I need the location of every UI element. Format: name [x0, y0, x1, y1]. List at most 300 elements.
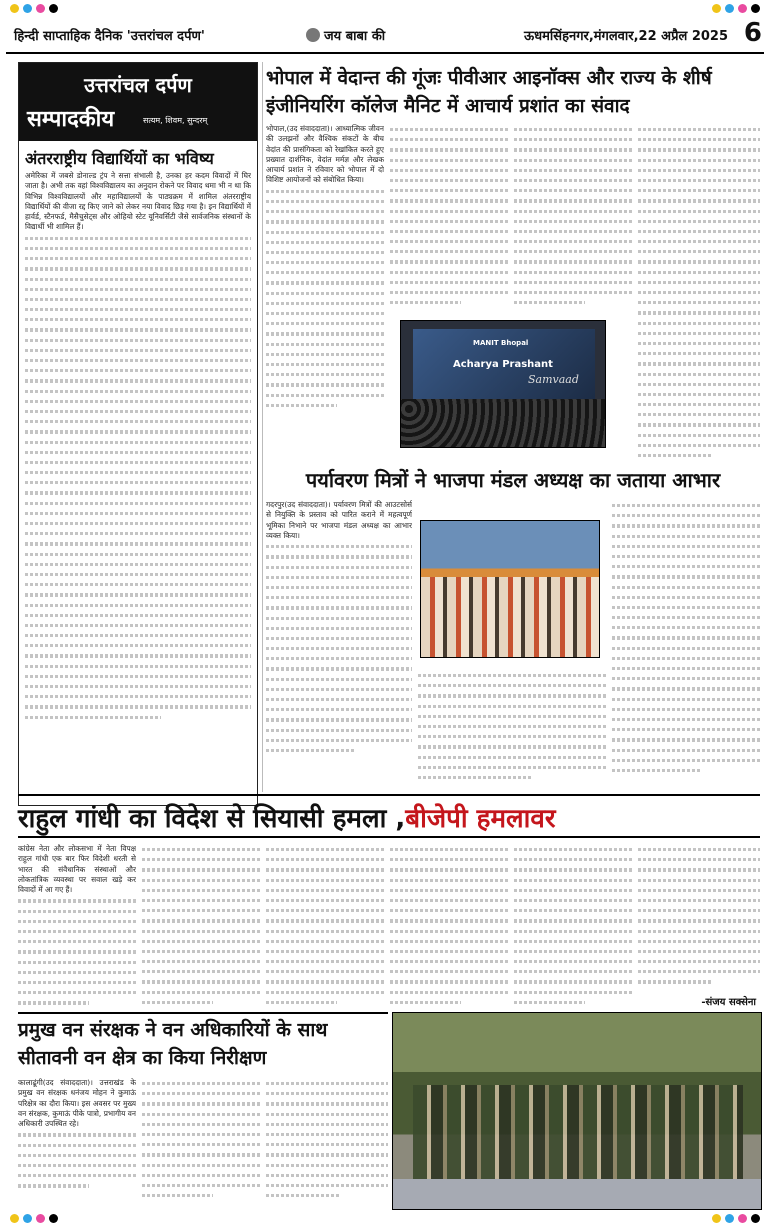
text-line: [612, 632, 760, 642]
text-line: [266, 562, 412, 572]
forest-col-3: [266, 1078, 388, 1208]
rahul-col-5: [514, 844, 632, 1008]
text-line: [638, 369, 760, 379]
text-line: [612, 602, 760, 612]
text-line: [638, 389, 760, 399]
text-line: [266, 875, 384, 885]
text-line: [612, 653, 760, 663]
story-vedanta-headline: भोपाल में वेदान्त की गूंजः पीवीआर आइनॉक्स और राज्य के शीर्ष इंजीनियरिंग कॉलेज मैनिट में आचार्य प्रशांत का संवाद: [266, 67, 712, 117]
dot-blue: [725, 4, 734, 13]
text-line: [638, 165, 760, 175]
text-line: [266, 257, 384, 267]
text-line: [142, 1170, 260, 1180]
banner-tag: सत्यम, शिवम, सुन्दरम्: [143, 116, 208, 125]
text-line: [18, 967, 136, 977]
text-line: [390, 895, 508, 905]
rahul-lead: कांग्रेस नेता और लोकसभा में नेता विपक्ष राहुल गांधी एक बार फिर विदेशी धरती से भारत की संवैधानिक संस्थाओं और लोकतांत्रिक व्यवस्था पर सवाल खड़े कर विवादों में आ गए हैं।: [18, 844, 136, 895]
rahul-col-3: [266, 844, 384, 1008]
text-line: [390, 206, 508, 216]
text-line: [142, 1139, 260, 1149]
text-line: [266, 186, 384, 196]
text-line: [638, 155, 760, 165]
vedanta-text: [514, 124, 632, 307]
text-line: [514, 287, 632, 297]
text-line: [266, 1170, 388, 1180]
text-line: [390, 885, 508, 895]
text-line: [638, 844, 760, 854]
rahul-headline-red: बीजेपी हमलावर: [405, 804, 556, 834]
text-line: [18, 1170, 136, 1180]
dot-yellow: [10, 4, 19, 13]
text-line: [142, 915, 260, 925]
text-line: [514, 966, 632, 976]
text-line: [25, 671, 251, 681]
forest-text: [266, 1078, 388, 1200]
text-line: [514, 124, 632, 134]
text-line: [390, 844, 508, 854]
screen-caption-1: MANIT Bhopal: [473, 339, 529, 347]
rahul-byline: -संजय सक्सेना: [701, 997, 756, 1008]
text-line: [266, 288, 384, 298]
bjp-text: [612, 500, 760, 775]
text-line: [266, 379, 384, 389]
text-line: [418, 670, 608, 680]
text-line: [514, 165, 632, 175]
text-line: [638, 854, 760, 864]
audience: [401, 399, 605, 447]
text-line: [638, 905, 760, 915]
text-line: [25, 477, 251, 487]
text-line: [390, 155, 508, 165]
text-line: [25, 263, 251, 273]
text-line: [266, 349, 384, 359]
text-line: [514, 976, 632, 986]
text-line: [612, 541, 760, 551]
text-line: [638, 236, 760, 246]
text-line: [266, 613, 412, 623]
text-line: [18, 926, 136, 936]
text-line: [25, 274, 251, 284]
text-line: [638, 246, 760, 256]
text-line: [638, 226, 760, 236]
text-line: [638, 267, 760, 277]
page-number: 6: [743, 18, 762, 48]
text-line: [142, 976, 260, 986]
deity-icon: [306, 28, 320, 42]
text-line: [18, 997, 89, 1007]
text-line: [25, 579, 251, 589]
text-line: [18, 1160, 136, 1170]
text-line: [266, 369, 384, 379]
text-line: [638, 348, 760, 358]
editorial-box: [18, 62, 258, 806]
text-line: [266, 400, 337, 410]
dot-blue: [725, 1214, 734, 1223]
text-line: [390, 134, 508, 144]
forest-lead: कालाढूंगी(उद संवाददाता)। उत्तराखंड के प्रमुख वन संरक्षक धनंजय मोहन ने कुमाऊं परिक्षेत्र का दौरा किया। इस अवसर पर मुख्य वन संरक्षक, कुमाऊं पीके पात्रो, प्रभागीय वन अधिकारी उपस्थित रहे।: [18, 1078, 136, 1129]
text-line: [266, 905, 384, 915]
vedanta-photo: [400, 320, 606, 448]
text-line: [266, 277, 384, 287]
text-line: [612, 745, 760, 755]
rahul-text: [390, 844, 508, 1007]
text-line: [418, 701, 608, 711]
text-line: [25, 498, 251, 508]
text-line: [25, 549, 251, 559]
text-line: [390, 185, 508, 195]
text-line: [25, 691, 251, 701]
text-line: [266, 551, 412, 561]
text-line: [266, 582, 412, 592]
text-line: [612, 561, 760, 571]
text-line: [390, 946, 508, 956]
text-line: [612, 643, 760, 653]
text-line: [514, 926, 632, 936]
text-line: [266, 735, 412, 745]
text-line: [390, 195, 508, 205]
text-line: [514, 844, 632, 854]
screen-caption-3: Samvaad: [528, 373, 579, 386]
text-line: [25, 640, 251, 650]
dot-yellow: [10, 1214, 19, 1223]
story-bjp-headline: पर्यावरण मित्रों ने भाजपा मंडल अध्यक्ष का जताया आभार: [305, 468, 721, 492]
text-line: [514, 905, 632, 915]
editorial-lead: अमेरिका में जबसे डोनाल्ड ट्रंप ने सत्ता संभाली है, उनका हर कदम विवादों में घिर जाता है। अभी तक वहां विश्वविद्यालय का अनुदान रोकने पर विवाद थमा भी न था कि विभिन्न विश्वविद्यालयों और महाविद्यालयों के पाठ्यक्रम में शामिल अंतरराष्ट्रीय विद्यार्थियों की वीजा रद्द किए जाने को लेकर नया विवाद छिड़ गया है। इन विद्यार्थियों में हार्वर्ड, स्टैनफर्ड, मैसैचुसेट्स और ओहियो स्टेट यूनिवर्सिटी जैसे सार्वजनिक संस्थानों के विद्यार्थी भी शामिल हैं।: [25, 171, 251, 232]
text-line: [418, 711, 608, 721]
text-line: [25, 712, 161, 722]
text-line: [18, 1140, 136, 1150]
text-line: [142, 905, 260, 915]
text-line: [612, 531, 760, 541]
text-line: [266, 885, 384, 895]
story-rahul-headline: [18, 794, 760, 838]
editorial-body: [25, 171, 251, 801]
text-line: [514, 297, 585, 307]
text-line: [25, 600, 251, 610]
text-line: [25, 661, 251, 671]
text-line: [266, 216, 384, 226]
text-line: [514, 236, 632, 246]
text-line: [266, 1139, 388, 1149]
text-line: [266, 745, 354, 755]
text-line: [266, 541, 412, 551]
text-line: [638, 895, 760, 905]
text-line: [25, 569, 251, 579]
text-line: [390, 915, 508, 925]
text-line: [25, 396, 251, 406]
text-line: [514, 246, 632, 256]
text-line: [266, 1129, 388, 1139]
text-line: [612, 765, 701, 775]
text-line: [25, 620, 251, 630]
text-line: [612, 510, 760, 520]
editorial-text-block: [25, 233, 251, 722]
vedanta-col-3: [514, 124, 632, 314]
text-line: [25, 701, 251, 711]
text-line: [638, 206, 760, 216]
text-line: [418, 690, 608, 700]
editorial-banner: [19, 63, 257, 141]
text-line: [514, 185, 632, 195]
text-line: [638, 379, 760, 389]
text-line: [638, 956, 760, 966]
text-line: [25, 324, 251, 334]
text-line: [390, 976, 508, 986]
text-line: [266, 1119, 388, 1129]
text-line: [142, 1180, 260, 1190]
bottom-dots-right: [712, 1214, 760, 1224]
dot-pink: [738, 1214, 747, 1223]
text-line: [25, 610, 251, 620]
text-line: [390, 926, 508, 936]
text-line: [266, 966, 384, 976]
text-line: [266, 1180, 388, 1190]
text-line: [638, 287, 760, 297]
banner-section: सम्पादकीय: [27, 107, 115, 132]
text-line: [266, 844, 384, 854]
text-line: [266, 987, 384, 997]
dot-blue: [23, 1214, 32, 1223]
text-line: [18, 1129, 136, 1139]
text-line: [514, 216, 632, 226]
text-line: [142, 1098, 260, 1108]
text-line: [390, 956, 508, 966]
text-line: [25, 314, 251, 324]
text-line: [612, 500, 760, 510]
text-line: [612, 755, 760, 765]
text-line: [266, 298, 384, 308]
text-line: [638, 399, 760, 409]
text-line: [142, 844, 260, 854]
text-line: [18, 906, 136, 916]
text-line: [25, 253, 251, 263]
editorial-headline: अंतरराष्ट्रीय विद्यार्थियों का भविष्य: [25, 149, 214, 168]
text-line: [142, 987, 260, 997]
text-line: [142, 936, 260, 946]
text-line: [266, 196, 384, 206]
text-line: [514, 895, 632, 905]
dot-yellow: [712, 1214, 721, 1223]
text-line: [514, 134, 632, 144]
text-line: [142, 1190, 213, 1200]
text-line: [612, 683, 760, 693]
text-line: [390, 277, 508, 287]
text-line: [25, 243, 251, 253]
text-line: [266, 328, 384, 338]
text-line: [418, 731, 608, 741]
text-line: [390, 267, 508, 277]
stage-screen: [413, 329, 595, 399]
vedanta-col-4: [638, 124, 760, 464]
text-line: [266, 946, 384, 956]
text-line: [25, 426, 251, 436]
text-line: [266, 592, 412, 602]
text-line: [390, 905, 508, 915]
bottom-dots-left: [10, 1214, 58, 1224]
text-line: [142, 1160, 260, 1170]
text-line: [142, 875, 260, 885]
text-line: [18, 936, 136, 946]
text-line: [612, 734, 760, 744]
text-line: [266, 936, 384, 946]
text-line: [142, 1119, 260, 1129]
rahul-text: [514, 844, 632, 1007]
text-line: [266, 653, 412, 663]
text-line: [266, 1109, 388, 1119]
text-line: [390, 936, 508, 946]
dot-pink: [738, 4, 747, 13]
bjp-lead: गदरपुर(उद संवाददाता)। पर्यावरण मित्रों की आउटसोर्स से नियुक्ति के प्रस्ताव को पारित कराने में महत्वपूर्ण भूमिका निभाने पर भाजपा मंडल अध्यक्ष का आभार व्यक्त किया।: [266, 500, 412, 540]
text-line: [266, 206, 384, 216]
text-line: [638, 175, 760, 185]
text-line: [514, 144, 632, 154]
text-line: [266, 227, 384, 237]
bjp-photo: [420, 520, 600, 658]
dot-black: [49, 4, 58, 13]
text-line: [18, 1150, 136, 1160]
text-line: [25, 437, 251, 447]
text-line: [142, 966, 260, 976]
text-line: [514, 155, 632, 165]
vedanta-lead: भोपाल,(उद संवाददाता)। आध्यात्मिक जीवन की उलझनों और वैश्विक संकटों के बीच वेदांत की प्रासंगिकता को रेखांकित करते हुए प्रख्यात दार्शनिक, वेदांत मर्मज्ञ और लेखक आचार्य प्रशांत ने रविवार को भोपाल में दो विशिष्ट आयोजनों को संबोधित किया।: [266, 124, 384, 185]
text-line: [142, 854, 260, 864]
bjp-col-3: [612, 500, 760, 786]
text-line: [390, 997, 461, 1007]
text-line: [25, 294, 251, 304]
text-line: [638, 277, 760, 287]
text-line: [142, 1129, 260, 1139]
forest-photo: [392, 1012, 762, 1210]
rahul-col-1: [18, 844, 136, 1008]
text-line: [266, 915, 384, 925]
dot-black: [49, 1214, 58, 1223]
text-line: [638, 976, 711, 986]
text-line: [390, 966, 508, 976]
text-line: [266, 359, 384, 369]
text-line: [612, 571, 760, 581]
text-line: [18, 946, 136, 956]
text-line: [418, 772, 532, 782]
dot-pink: [36, 4, 45, 13]
text-line: [612, 612, 760, 622]
text-line: [514, 956, 632, 966]
text-line: [266, 674, 412, 684]
text-line: [18, 916, 136, 926]
text-line: [142, 885, 260, 895]
text-line: [266, 926, 384, 936]
page-header: [6, 20, 764, 54]
text-line: [25, 650, 251, 660]
text-line: [612, 520, 760, 530]
dot-yellow: [712, 4, 721, 13]
text-line: [25, 416, 251, 426]
text-line: [638, 338, 760, 348]
group-of-people: [421, 577, 599, 657]
text-line: [25, 375, 251, 385]
text-line: [638, 318, 760, 328]
text-line: [266, 1088, 388, 1098]
text-line: [266, 1098, 388, 1108]
text-line: [266, 247, 384, 257]
text-line: [514, 195, 632, 205]
text-line: [612, 622, 760, 632]
text-line: [142, 1149, 260, 1159]
text-line: [418, 762, 608, 772]
text-line: [514, 885, 632, 895]
text-line: [612, 724, 760, 734]
top-dots-right: [712, 4, 760, 14]
vedanta-text: [266, 186, 384, 410]
text-line: [266, 339, 384, 349]
text-line: [514, 915, 632, 925]
text-line: [266, 684, 412, 694]
text-line: [142, 956, 260, 966]
text-line: [390, 854, 508, 864]
text-line: [18, 1180, 89, 1190]
bjp-col-2: [418, 670, 608, 786]
text-line: [390, 246, 508, 256]
text-line: [142, 895, 260, 905]
text-line: [25, 589, 251, 599]
text-line: [25, 508, 251, 518]
text-line: [266, 643, 412, 653]
text-line: [612, 582, 760, 592]
text-line: [266, 390, 384, 400]
text-line: [514, 206, 632, 216]
rahul-col-4: [390, 844, 508, 1008]
rahul-text: [18, 895, 136, 1007]
text-line: [514, 175, 632, 185]
text-line: [25, 233, 251, 243]
text-line: [390, 864, 508, 874]
text-line: [25, 518, 251, 528]
text-line: [25, 538, 251, 548]
text-line: [25, 345, 251, 355]
story-forest-body: [18, 1078, 388, 1208]
text-line: [638, 144, 760, 154]
text-line: [638, 864, 760, 874]
slogan-text: जय बाबा की: [324, 29, 386, 44]
text-line: [418, 680, 608, 690]
dot-blue: [23, 4, 32, 13]
text-line: [638, 966, 760, 976]
text-line: [266, 976, 384, 986]
text-line: [266, 725, 412, 735]
text-line: [390, 165, 508, 175]
text-line: [638, 134, 760, 144]
text-line: [390, 226, 508, 236]
text-line: [514, 864, 632, 874]
text-line: [266, 704, 412, 714]
bjp-col-1: [266, 500, 412, 786]
top-dots-left: [10, 4, 58, 14]
text-line: [266, 997, 337, 1007]
text-line: [25, 630, 251, 640]
text-line: [25, 681, 251, 691]
story-rahul-body: [18, 844, 760, 1008]
text-line: [638, 195, 760, 205]
text-line: [266, 308, 384, 318]
text-line: [142, 926, 260, 936]
text-line: [514, 854, 632, 864]
text-line: [25, 335, 251, 345]
text-line: [266, 714, 412, 724]
text-line: [390, 236, 508, 246]
text-line: [390, 875, 508, 885]
text-line: [266, 663, 412, 673]
text-line: [612, 551, 760, 561]
bjp-text: [266, 541, 412, 755]
